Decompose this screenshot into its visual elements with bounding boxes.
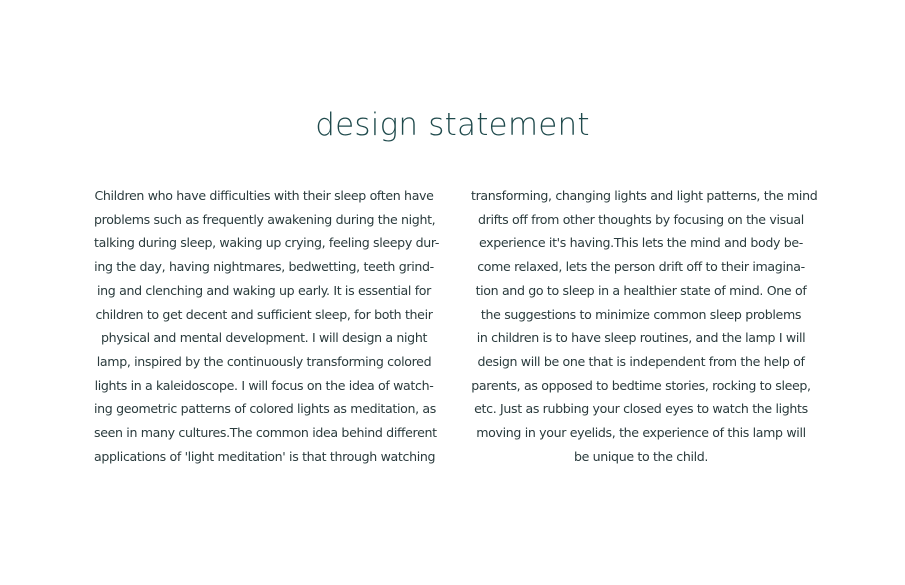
paragraph-line: come relaxed, lets the person drift off to their imagina-	[477, 259, 805, 275]
paragraph-line: seen in many cultures.The common idea behind different	[94, 425, 437, 441]
paragraph-line: ing the day, having nightmares, bedwetting, teeth grind-	[94, 259, 434, 275]
paragraph-line: tion and go to sleep in a healthier state of mind. One of	[475, 282, 807, 298]
paragraph-line: ing geometric patterns of colored lights as meditation, as	[94, 401, 436, 417]
paragraph-line: in children is to have sleep routines, and the lamp I will	[476, 330, 806, 346]
paragraph-line: transforming, changing lights and light patterns, the mind	[471, 188, 818, 203]
paragraph-line: the suggestions to minimize common sleep problems	[480, 306, 802, 322]
paragraph-line: parents, as opposed to bedtime stories, rocking to sleep,	[471, 377, 811, 393]
paragraph-line: Children who have difficulties with their sleep often have	[94, 188, 434, 203]
paragraph-line: drifts off from other thoughts by focusing on the visual	[478, 211, 804, 227]
paragraph-line: design will be one that is independent from the help of	[477, 353, 805, 369]
paragraph-line: experience it's having.This lets the mind and body be-	[478, 235, 804, 251]
right-text-column	[471, 184, 818, 468]
paragraph-line: problems such as frequently awakening during the night,	[94, 211, 436, 227]
paragraph-line: lamp, inspired by the continuously transforming colored	[96, 353, 432, 369]
left-text-column	[94, 184, 440, 468]
paragraph-line: moving in your eyelids, the experience of this lamp will	[476, 425, 806, 441]
paragraph-line: etc. Just as rubbing your closed eyes to watch the lights	[474, 401, 808, 417]
paragraph-line: lights in a kaleidoscope. I will focus on the idea of watch-	[94, 377, 434, 393]
paragraph-line: ing and clenching and waking up early. It is essential for	[97, 282, 431, 298]
paragraph-line: physical and mental development. I will design a night	[100, 330, 428, 346]
paragraph-line: applications of 'light meditation' is that through watching	[94, 448, 436, 464]
paragraph-line: talking during sleep, waking up crying, feeling sleepy dur-	[94, 235, 440, 251]
page-title: design statement	[315, 107, 590, 143]
paragraph-line: children to get decent and sufficient sleep, for both their	[95, 306, 433, 322]
paragraph-line: be unique to the child.	[573, 448, 709, 464]
